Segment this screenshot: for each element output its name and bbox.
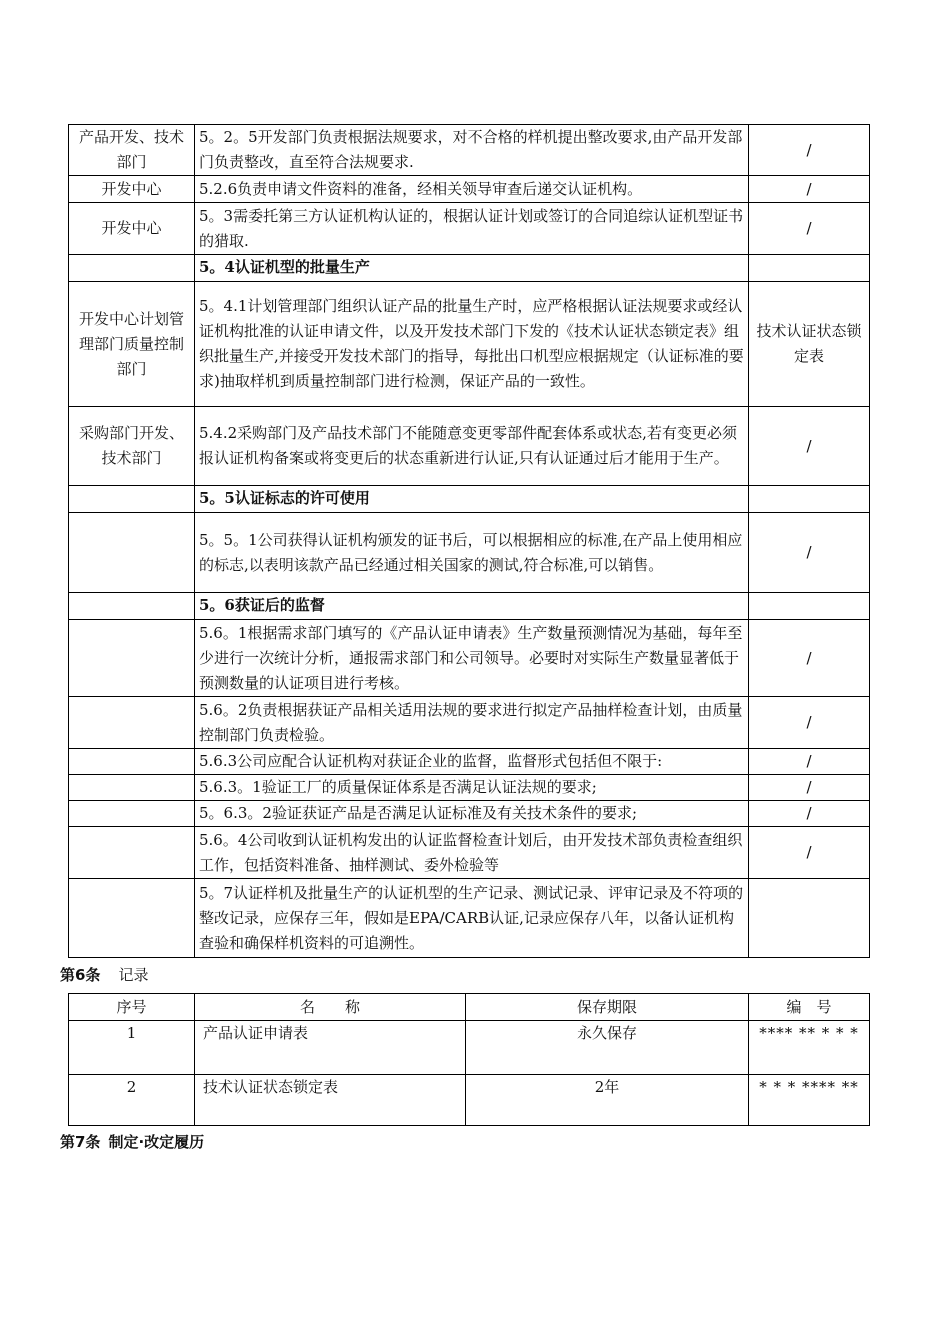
record-name: 技术认证状态锁定表 <box>195 1075 466 1126</box>
content-cell: 5.6。1根据需求部门填写的《产品认证申请表》生产数量预测情况为基础，每年至少进行一次统计分析，通报需求部门和公司领导。必要时对实际生产数量显著低于预测数量的认证项目进行考核。 <box>195 620 749 697</box>
department-cell <box>69 697 195 749</box>
reference-cell: / <box>749 125 870 176</box>
procedure-row <box>69 801 870 827</box>
reference-cell <box>749 879 870 958</box>
reference-cell: / <box>749 775 870 801</box>
procedure-row <box>69 203 870 255</box>
procedure-row <box>69 620 870 697</box>
content-cell: 5.2.6负责申请文件资料的准备，经相关领导审查后递交认证机构。 <box>195 176 749 203</box>
section-heading-row <box>69 593 870 620</box>
department-cell <box>69 749 195 775</box>
reference-cell <box>749 593 870 620</box>
procedure-row <box>69 282 870 407</box>
section-heading-row <box>69 255 870 282</box>
section-7-label: 第7条 <box>60 1133 101 1151</box>
record-code: **** ** * * * <box>749 1021 870 1075</box>
records-header-name: 名 称 <box>195 994 466 1021</box>
procedure-table-body <box>69 125 870 958</box>
reference-cell: / <box>749 513 870 593</box>
content-cell: 5.6.3。1验证工厂的质量保证体系是否满足认证法规的要求; <box>195 775 749 801</box>
procedure-row <box>69 827 870 879</box>
reference-cell: / <box>749 176 870 203</box>
department-cell <box>69 801 195 827</box>
department-cell: 采购部门开发、技术部门 <box>69 407 195 486</box>
records-header-row <box>69 994 870 1021</box>
procedure-row <box>69 879 870 958</box>
reference-cell <box>749 255 870 282</box>
department-cell <box>69 513 195 593</box>
records-header-period: 保存期限 <box>466 994 749 1021</box>
reference-cell: / <box>749 203 870 255</box>
procedure-row <box>69 697 870 749</box>
record-name: 产品认证申请表 <box>195 1021 466 1075</box>
content-cell: 5.4.2采购部门及产品技术部门不能随意变更零部件配套体系或状态,若有变更必须报认证机构备案或将变更后的状态重新进行认证,只有认证通过后才能用于生产。 <box>195 407 749 486</box>
reference-cell: / <box>749 620 870 697</box>
procedure-row <box>69 407 870 486</box>
records-row <box>69 1075 870 1126</box>
reference-cell: / <box>749 749 870 775</box>
department-cell <box>69 620 195 697</box>
records-header-code: 编 号 <box>749 994 870 1021</box>
department-cell: 开发中心计划管理部门质量控制部门 <box>69 282 195 407</box>
content-cell: 5.6。2负责根据获证产品相关适用法规的要求进行拟定产品抽样检查计划，由质量控制部门负责检验。 <box>195 697 749 749</box>
record-no: 1 <box>69 1021 195 1075</box>
section-heading-row <box>69 486 870 513</box>
content-cell: 5。5。1公司获得认证机构颁发的证书后，可以根据相应的标准,在产品上使用相应的标志,以表明该款产品已经通过相关国家的测试,符合标准,可以销售。 <box>195 513 749 593</box>
procedure-row <box>69 125 870 176</box>
department-cell: 产品开发、技术部门 <box>69 125 195 176</box>
department-cell: 开发中心 <box>69 176 195 203</box>
content-cell: 5。4.1计划管理部门组织认证产品的批量生产时，应严格根据认证法规要求或经认证机构批准的认证申请文件，以及开发技术部门下发的《技术认证状态锁定表》组织批量生产,并接受开发技术部门的指导，每批出口机型应根据规定（认证标准的要求)抽取样机到质量控制部门进行检测，保证产品的一致性。 <box>195 282 749 407</box>
content-cell: 5.6。4公司收到认证机构发出的认证监督检查计划后，由开发技术部负责检查组织工作，包括资料准备、抽样测试、委外检验等 <box>195 827 749 879</box>
section-heading-cell: 5。4认证机型的批量生产 <box>195 255 749 282</box>
procedure-row <box>69 775 870 801</box>
reference-cell <box>749 486 870 513</box>
content-cell: 5。6.3。2验证获证产品是否满足认证标准及有关技术条件的要求; <box>195 801 749 827</box>
procedure-table <box>68 124 870 958</box>
department-cell <box>69 879 195 958</box>
reference-cell: / <box>749 801 870 827</box>
content-cell: 5.6.3公司应配合认证机构对获证企业的监督，监督形式包括但不限于: <box>195 749 749 775</box>
records-header-no: 序号 <box>69 994 195 1021</box>
department-cell <box>69 486 195 513</box>
reference-cell: 技术认证状态锁定表 <box>749 282 870 407</box>
section-7-title: 制定·改定履历 <box>108 1133 205 1151</box>
section-heading-cell: 5。6获证后的监督 <box>195 593 749 620</box>
section-7-heading <box>60 1131 204 1152</box>
reference-cell: / <box>749 697 870 749</box>
content-cell: 5。7认证样机及批量生产的认证机型的生产记录、测试记录、评审记录及不符项的整改记录，应保存三年，假如是EPA/CARB认证,记录应保存八年，以备认证机构查验和确保样机资料的可追溯性。 <box>195 879 749 958</box>
records-row <box>69 1021 870 1075</box>
record-period: 2年 <box>466 1075 749 1126</box>
reference-cell: / <box>749 407 870 486</box>
procedure-row <box>69 749 870 775</box>
procedure-row <box>69 513 870 593</box>
record-period: 永久保存 <box>466 1021 749 1075</box>
content-cell: 5。3需委托第三方认证机构认证的，根据认证计划或签订的合同追综认证机型证书的猎取. <box>195 203 749 255</box>
records-table <box>68 993 870 1126</box>
reference-cell: / <box>749 827 870 879</box>
section-6-label: 第6条 <box>60 966 101 984</box>
department-cell <box>69 255 195 282</box>
record-code: * * * **** ** <box>749 1075 870 1126</box>
content-cell: 5。2。5开发部门负责根据法规要求，对不合格的样机提出整改要求,由产品开发部门负责整改，直至符合法规要求. <box>195 125 749 176</box>
section-6-heading <box>60 964 148 985</box>
record-no: 2 <box>69 1075 195 1126</box>
section-6-title: 记录 <box>118 966 149 984</box>
procedure-row <box>69 176 870 203</box>
department-cell: 开发中心 <box>69 203 195 255</box>
department-cell <box>69 775 195 801</box>
department-cell <box>69 827 195 879</box>
department-cell <box>69 593 195 620</box>
section-heading-cell: 5。5认证标志的许可使用 <box>195 486 749 513</box>
